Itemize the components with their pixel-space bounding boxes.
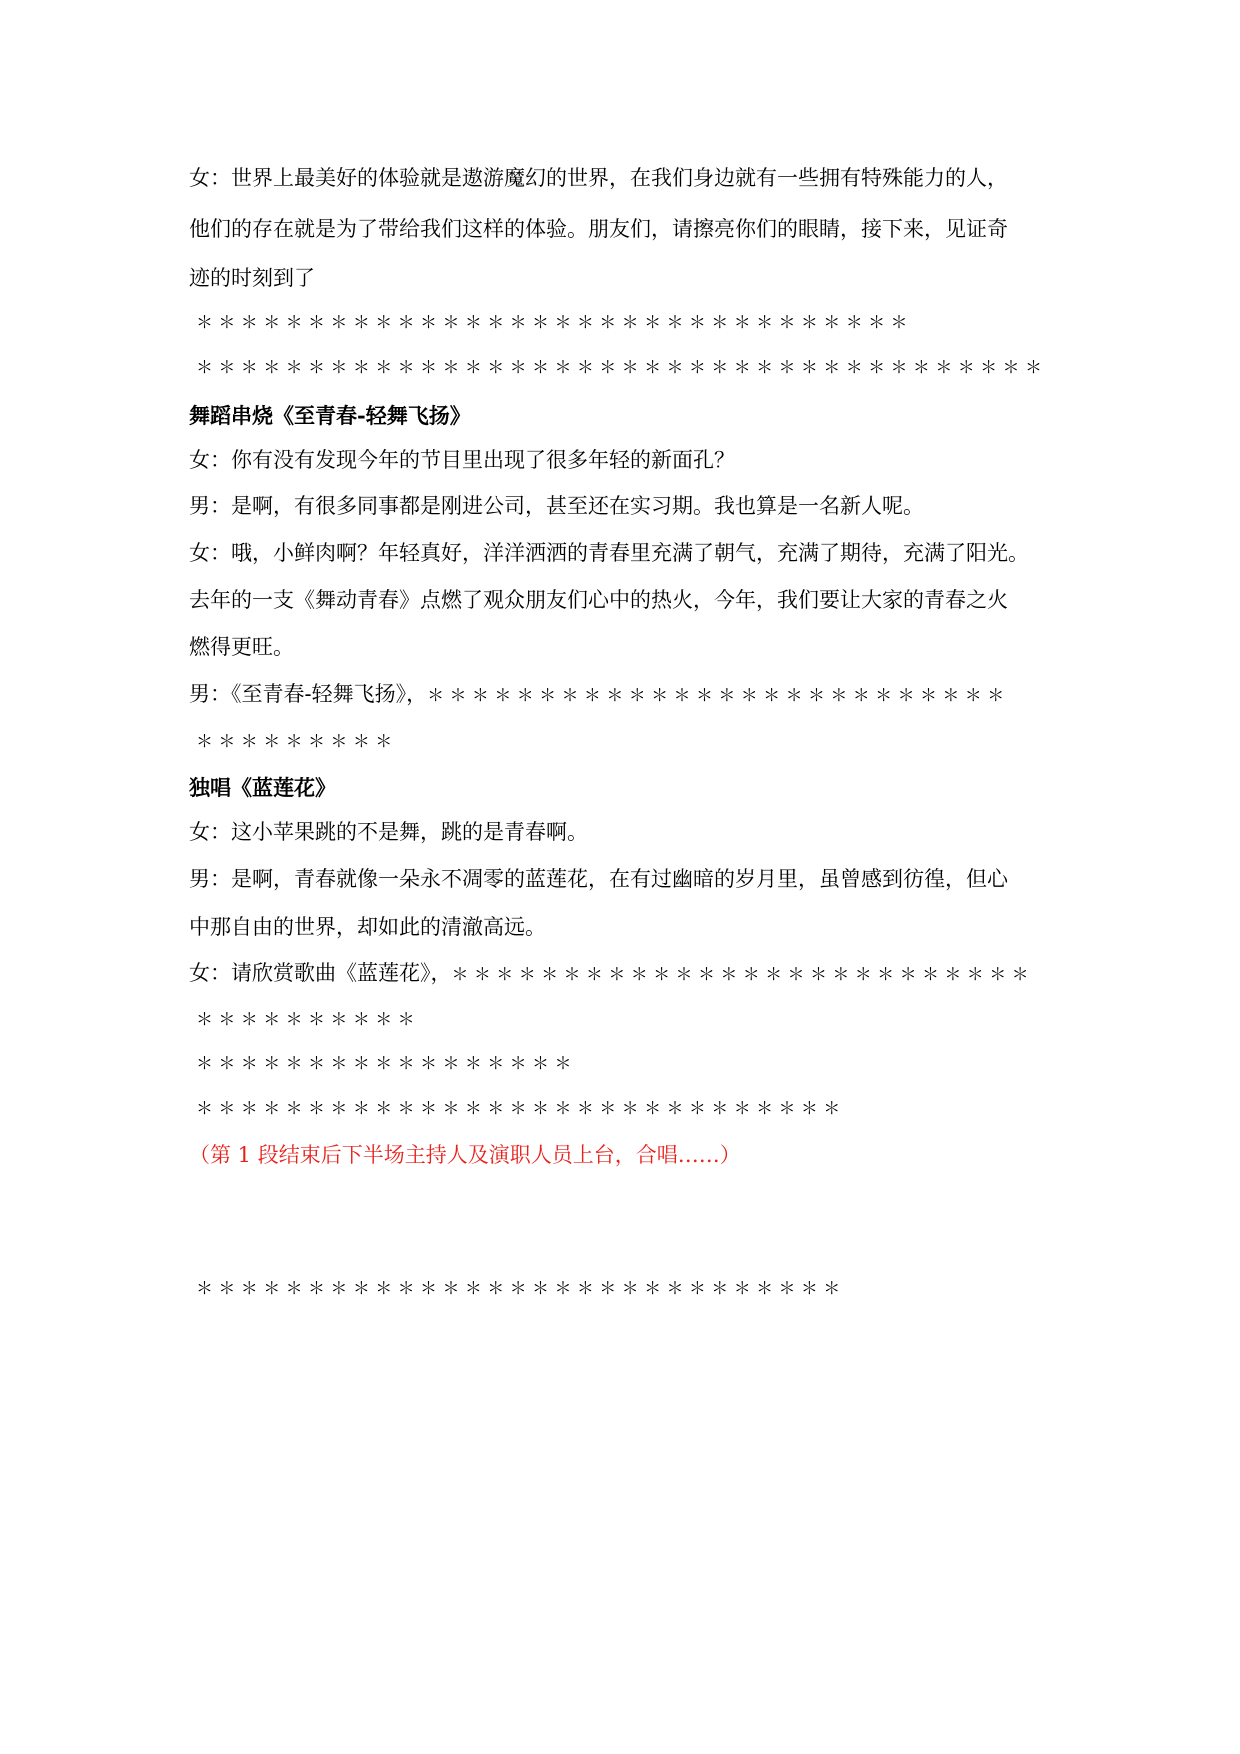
- dialogue-line: 男：是啊，有很多同事都是刚进公司，甚至还在实习期。我也算是一名新人呢。: [189, 494, 924, 518]
- asterisk-run: ＊ ＊ ＊ ＊ ＊ ＊ ＊ ＊ ＊ ＊ ＊ ＊ ＊ ＊ ＊ ＊ ＊ ＊ ＊ ＊ ＊ ＊ ＊ ＊ ＊ ＊: [427, 686, 1005, 706]
- dialogue-line: 女：哦，小鲜肉啊？年轻真好，洋洋洒洒的青春里充满了朝气，充满了期待，充满了阳光。: [189, 541, 1029, 565]
- asterisk-line: ＊ ＊ ＊ ＊ ＊ ＊ ＊ ＊ ＊ ＊ ＊ ＊ ＊ ＊ ＊ ＊ ＊ ＊ ＊ ＊ ＊ ＊ ＊ ＊ ＊ ＊ ＊ ＊ ＊: [196, 1279, 841, 1299]
- dialogue-text: 女：请欣赏歌曲《蓝莲花》，: [189, 961, 452, 985]
- paragraph-line: 他们的存在就是为了带给我们这样的体验。朋友们，请擦亮你们的眼睛，接下来，见证奇: [189, 217, 1008, 241]
- dialogue-line: 女：你有没有发现今年的节目里出现了很多年轻的新面孔？: [189, 448, 735, 472]
- dialogue-line: 女：这小苹果跳的不是舞，跳的是青春啊。: [189, 820, 588, 844]
- dialogue-line: 燃得更旺。: [189, 635, 294, 659]
- dialogue-line: 男：是啊，青春就像一朵永不凋零的蓝莲花，在有过幽暗的岁月里，虽曾感到彷徨，但心: [189, 867, 1008, 891]
- paragraph-line: 女：世界上最美好的体验就是遨游魔幻的世界，在我们身边就有一些拥有特殊能力的人，: [189, 166, 1008, 190]
- section-heading: 舞蹈串烧《至青春-轻舞飞扬》: [189, 403, 471, 428]
- dialogue-text: 男：《至青春-轻舞飞扬》，: [189, 682, 428, 706]
- asterisk-line: ＊ ＊ ＊ ＊ ＊ ＊ ＊ ＊ ＊ ＊ ＊ ＊ ＊ ＊ ＊ ＊ ＊ ＊ ＊ ＊ ＊ ＊ ＊ ＊ ＊ ＊ ＊ ＊ ＊: [196, 1099, 841, 1119]
- section-heading: 独唱《蓝莲花》: [189, 775, 336, 800]
- asterisk-line: ＊ ＊ ＊ ＊ ＊ ＊ ＊ ＊ ＊ ＊: [196, 1010, 415, 1030]
- asterisk-line: ＊ ＊ ＊ ＊ ＊ ＊ ＊ ＊ ＊ ＊ ＊ ＊ ＊ ＊ ＊ ＊ ＊ ＊ ＊ ＊ ＊ ＊ ＊ ＊ ＊ ＊ ＊ ＊ ＊ ＊ ＊ ＊: [196, 313, 908, 333]
- dialogue-line: [189, 681, 1004, 709]
- asterisk-line: ＊ ＊ ＊ ＊ ＊ ＊ ＊ ＊ ＊: [196, 732, 393, 752]
- stage-note: （第 1 段结束后下半场主持人及演职人员上台，合唱……）: [189, 1143, 741, 1167]
- asterisk-line: ＊ ＊ ＊ ＊ ＊ ＊ ＊ ＊ ＊ ＊ ＊ ＊ ＊ ＊ ＊ ＊ ＊: [196, 1054, 572, 1074]
- asterisk-run: ＊ ＊ ＊ ＊ ＊ ＊ ＊ ＊ ＊ ＊ ＊ ＊ ＊ ＊ ＊ ＊ ＊ ＊ ＊ ＊ ＊ ＊ ＊ ＊ ＊ ＊: [451, 965, 1029, 985]
- dialogue-line: [189, 960, 1029, 988]
- dialogue-line: 去年的一支《舞动青春》点燃了观众朋友们心中的热火，今年，我们要让大家的青春之火: [189, 588, 1008, 612]
- asterisk-line: ＊ ＊ ＊ ＊ ＊ ＊ ＊ ＊ ＊ ＊ ＊ ＊ ＊ ＊ ＊ ＊ ＊ ＊ ＊ ＊ ＊ ＊ ＊ ＊ ＊ ＊ ＊ ＊ ＊ ＊ ＊ ＊ ＊ ＊ ＊ ＊ ＊ ＊: [196, 358, 1042, 378]
- paragraph-line: 迹的时刻到了: [189, 266, 315, 290]
- dialogue-line: 中那自由的世界，却如此的清澈高远。: [189, 915, 546, 939]
